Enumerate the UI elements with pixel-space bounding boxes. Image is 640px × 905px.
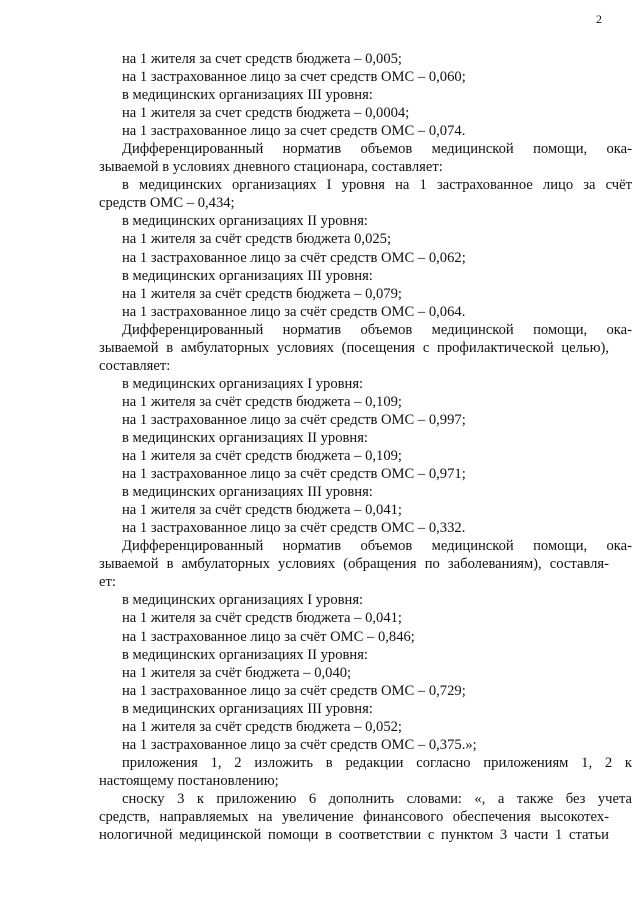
text-line: в медицинских организациях I уровня:: [122, 592, 364, 609]
text-line: на 1 жителя за счёт средств бюджета – 0,041;: [122, 610, 402, 627]
text-line: на 1 застрахованное лицо за счёт ОМС – 0,846;: [122, 628, 415, 645]
text-line: средств, направляемых на увеличение финансового обеспечения высокотех-: [99, 808, 609, 825]
text-line: зываемой в амбулаторных условиях (обращения по заболеваниям), составля-: [99, 556, 609, 573]
text-line: на 1 застрахованное лицо за счёт средств ОМС – 0,062;: [122, 249, 466, 266]
text-line: на 1 застрахованное лицо за счёт средств ОМС – 0,332.: [122, 520, 466, 537]
text-line: средств ОМС – 0,434;: [99, 195, 235, 212]
text-line: в медицинских организациях II уровня:: [122, 646, 368, 663]
text-line: в медицинских организациях II уровня:: [122, 429, 368, 446]
text-line: в медицинских организациях III уровня:: [122, 267, 373, 284]
text-line: на 1 жителя за счёт бюджета – 0,040;: [122, 664, 352, 681]
text-line: составляет:: [99, 357, 171, 374]
text-line: на 1 застрахованное лицо за счёт средств ОМС – 0,997;: [122, 411, 466, 428]
page-number: 2: [596, 12, 602, 26]
text-line: на 1 застрахованное лицо за счёт средств ОМС – 0,971;: [122, 466, 466, 483]
text-line: в медицинских организациях III уровня:: [122, 484, 373, 501]
text-line: Дифференцированный норматив объемов медицинской помощи, ока-: [122, 538, 632, 555]
text-line: на 1 жителя за счет средств бюджета – 0,0004;: [122, 105, 410, 122]
text-line: на 1 жителя за счёт средств бюджета – 0,109;: [122, 448, 402, 465]
text-line: на 1 застрахованное лицо за счет средств ОМС – 0,060;: [122, 69, 466, 86]
text-line: на 1 жителя за счёт средств бюджета – 0,052;: [122, 718, 402, 735]
text-line: в медицинских организациях I уровня:: [122, 375, 364, 392]
text-line: на 1 жителя за счёт средств бюджета – 0,041;: [122, 502, 402, 519]
text-line: на 1 застрахованное лицо за счёт средств ОМС – 0,375.»;: [122, 736, 477, 753]
text-line: Дифференцированный норматив объемов медицинской помощи, ока-: [122, 141, 632, 158]
text-line: зываемой в условиях дневного стационара, составляет:: [99, 159, 443, 176]
text-line: сноску 3 к приложению 6 дополнить словами: «, а также без учета: [122, 790, 632, 807]
text-line: на 1 жителя за счёт средств бюджета – 0,079;: [122, 285, 402, 302]
document-body: [0, 50, 640, 844]
text-line: на 1 жителя за счёт средств бюджета 0,025;: [122, 231, 392, 248]
text-line: в медицинских организациях I уровня на 1 застрахованное лицо за счёт: [122, 177, 632, 194]
text-line: Дифференцированный норматив объемов медицинской помощи, ока-: [122, 321, 632, 338]
text-line: на 1 жителя за счёт средств бюджета – 0,109;: [122, 393, 402, 410]
text-line: нологичной медицинской помощи в соответствии с пунктом 3 части 1 статьи: [99, 827, 609, 844]
text-line: в медицинских организациях III уровня:: [122, 700, 373, 717]
text-line: в медицинских организациях III уровня:: [122, 87, 373, 104]
text-line: приложения 1, 2 изложить в редакции согласно приложениям 1, 2 к: [122, 754, 632, 771]
text-line: в медицинских организациях II уровня:: [122, 213, 368, 230]
text-line: ет:: [99, 574, 116, 591]
text-line: на 1 жителя за счет средств бюджета – 0,005;: [122, 51, 402, 67]
text-line: на 1 застрахованное лицо за счет средств ОМС – 0,074.: [122, 123, 466, 140]
text-line: зываемой в амбулаторных условиях (посещения с профилактической целью),: [99, 339, 609, 356]
text-line: на 1 застрахованное лицо за счёт средств ОМС – 0,064.: [122, 303, 466, 320]
text-line: настоящему постановлению;: [99, 772, 279, 789]
text-line: на 1 застрахованное лицо за счёт средств ОМС – 0,729;: [122, 682, 466, 699]
